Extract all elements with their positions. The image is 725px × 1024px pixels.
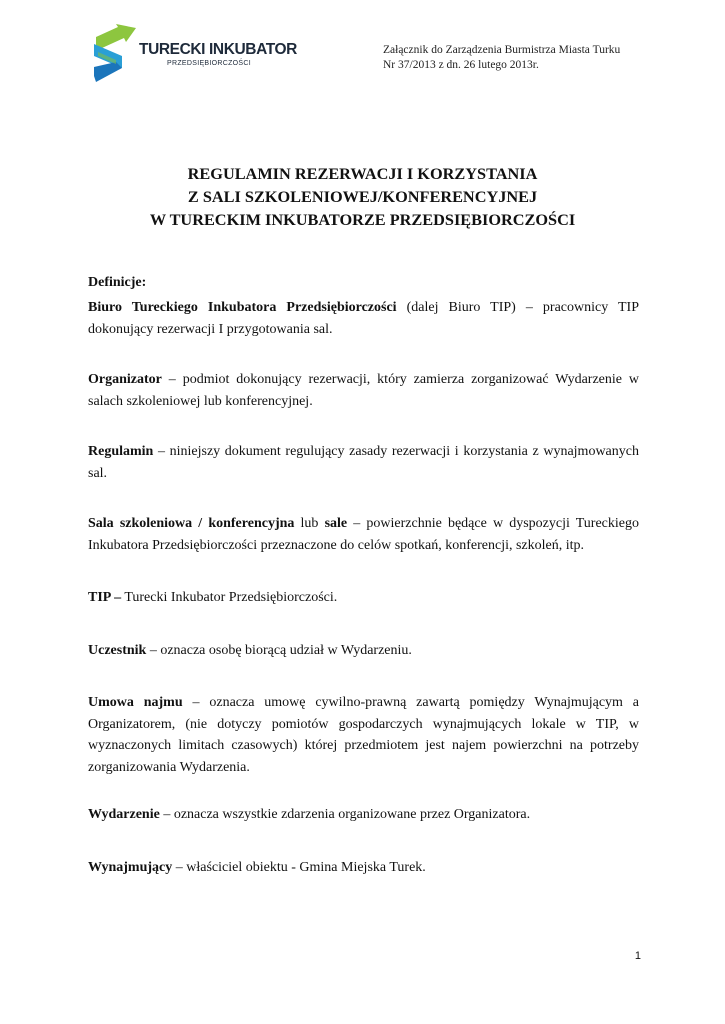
title-line-1: REGULAMIN REZERWACJI I KORZYSTANIA <box>187 164 538 183</box>
attachment-line-1: Załącznik do Zarządzenia Burmistrza Miasta Turku <box>383 44 621 56</box>
definition-term: Wynajmujący <box>88 860 173 875</box>
definition-term: Uczestnik <box>88 643 147 658</box>
title-line-2: Z SALI SZKOLENIOWEJ/KONFERENCYJNEJ <box>187 187 538 206</box>
definition-text: – niniejszy dokument regulujący zasady rezerwacji i korzystania z wynajmowanych sal. <box>88 444 639 481</box>
definition-term: Sala szkoleniowa / konferencyjna <box>88 516 295 531</box>
definition-term: Regulamin <box>88 444 154 459</box>
definition-text: – oznacza osobę biorącą udział w Wydarzeniu. <box>146 643 412 658</box>
definition-item <box>88 513 639 556</box>
logo-mark-icon <box>92 24 140 84</box>
definition-item <box>88 297 639 340</box>
attachment-line-2: Nr 37/2013 z dn. 26 lutego 2013r. <box>383 58 539 71</box>
definition-text: (dalej Biuro TIP) – pracownicy TIP dokonujący rezerwacji I przygotowania sal. <box>88 300 639 337</box>
document-title <box>60 162 665 231</box>
definition-term-alt: sale <box>324 516 348 531</box>
definitions-heading: Definicje: <box>88 275 147 290</box>
definition-text: – oznacza wszystkie zdarzenia organizowane przez Organizatora. <box>159 807 531 822</box>
definition-item <box>88 804 639 826</box>
definition-term: TIP – <box>88 590 122 605</box>
definition-text: – powierzchnie będące w dyspozycji Tureckiego Inkubatora Przedsiębiorczości przeznaczone do celów spotkań, konferencji, szkoleń, itp. <box>88 516 640 553</box>
logo-name: TURECKI INKUBATOR <box>139 41 297 58</box>
definition-item <box>88 640 639 662</box>
definition-item <box>88 369 639 412</box>
definition-text: Turecki Inkubator Przedsiębiorczości. <box>121 590 338 605</box>
definition-item <box>88 857 639 879</box>
definition-item <box>88 587 639 609</box>
definition-term: Umowa najmu <box>88 695 183 710</box>
logo <box>92 24 297 84</box>
definition-text: – oznacza umowę cywilno-prawną zawartą pomiędzy Wynajmującym a Organizatorem, (nie dotyczy pomiotów gospodarczych wynajmujących lokale w TIP, w wyznaczonych limitach czasowych) której przedmiotem jest najem powierzchni na potrzeby zorganizowania Wydarzenia. <box>88 695 639 775</box>
definition-term: Wydarzenie <box>88 807 160 822</box>
definition-connector: lub <box>294 516 325 531</box>
title-line-3: W TURECKIM INKUBATORZE PRZEDSIĘBIORCZOŚCI <box>149 210 576 229</box>
definition-term: Biuro Tureckiego Inkubatora Przedsiębiorczości <box>88 300 397 315</box>
definition-term: Organizator <box>88 372 162 387</box>
definition-text: – właściciel obiektu - Gmina Miejska Turek. <box>172 860 426 875</box>
page-number: 1 <box>634 950 641 962</box>
definition-item <box>88 692 639 778</box>
definition-text: – podmiot dokonujący rezerwacji, który zamierza zorganizować Wydarzenie w salach szkoleniowej lub konferencyjnej. <box>88 372 639 409</box>
attachment-note <box>383 43 620 72</box>
definition-item <box>88 441 639 484</box>
logo-subtitle: PRZEDSIĘBIORCZOŚCI <box>167 60 251 67</box>
